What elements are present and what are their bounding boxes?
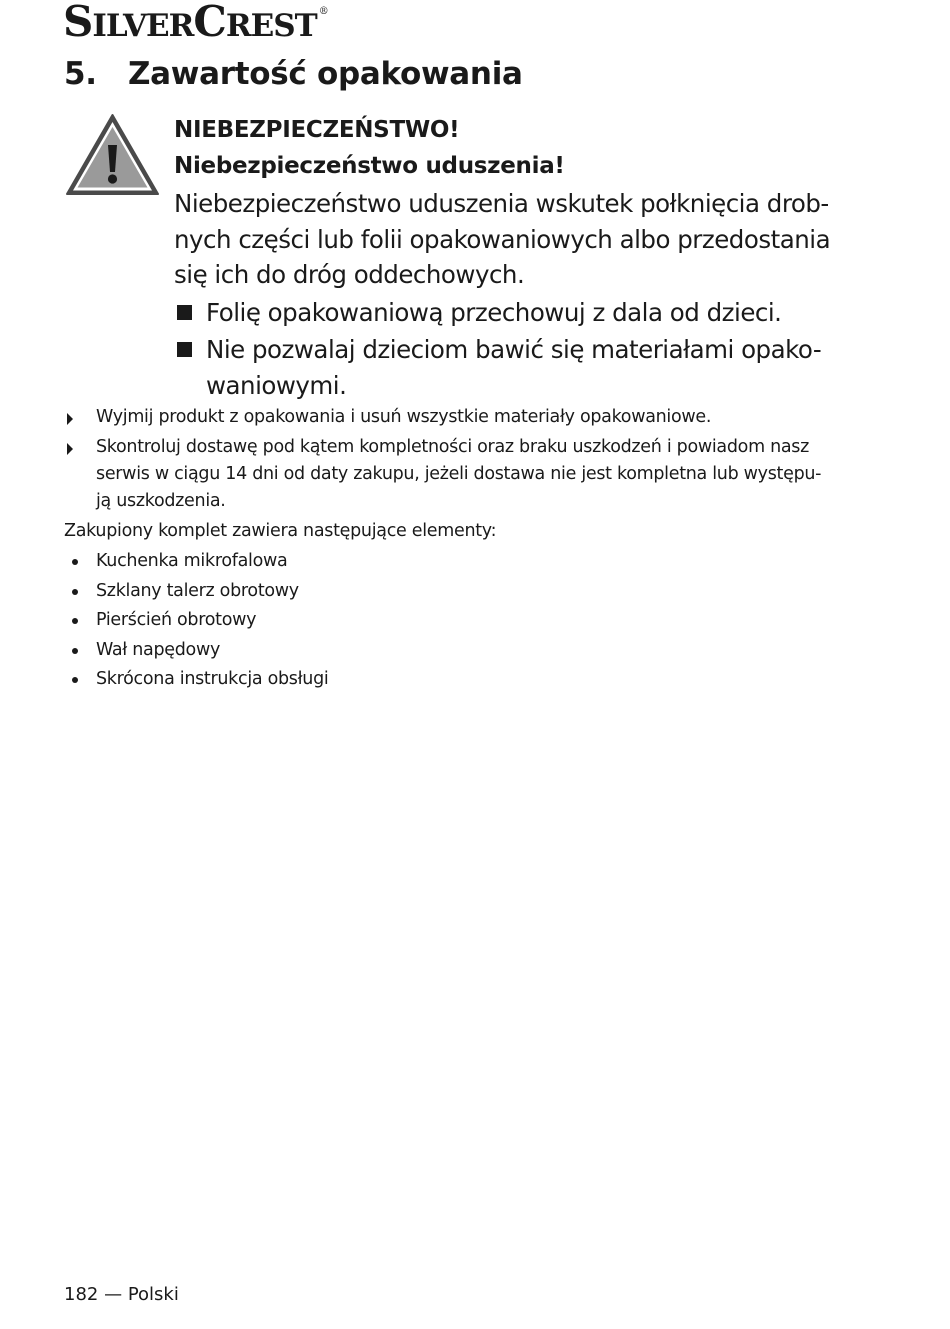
square-bullet-icon: [177, 305, 192, 320]
arrow-right-icon: [67, 413, 73, 425]
registered-mark: ®: [318, 6, 328, 17]
silvercrest-logo: [63, 0, 328, 44]
square-bullet-icon: [177, 342, 192, 357]
list-item-label: Wał napędowy: [96, 639, 221, 660]
warning-item-line: Nie pozwalaj dzieciom bawić się materiałami opako-: [206, 335, 822, 364]
arrow-right-icon: [67, 443, 73, 455]
warning-text: [174, 186, 854, 293]
instruction-item: [65, 404, 865, 431]
warning-subtitle: Niebezpieczeństwo uduszenia!: [174, 153, 565, 179]
warning-item-line: waniowymi.: [206, 370, 347, 400]
warning-text-line: Niebezpieczeństwo uduszenia wskutek połknięcia drob-: [174, 189, 829, 218]
logo-letter-c: C: [193, 0, 226, 46]
list-item: [65, 606, 328, 636]
contents-intro: Zakupiony komplet zawiera następujące elementy:: [64, 521, 497, 541]
bullet-dot-icon: [72, 589, 78, 595]
logo-letters-ilver: ILVER: [92, 8, 194, 44]
contents-list: [65, 547, 328, 695]
list-item: [65, 547, 328, 577]
warning-title: NIEBEZPIECZEŃSTWO!: [174, 117, 460, 143]
bullet-dot-icon: [72, 618, 78, 624]
warning-text-line: się ich do dróg oddechowych.: [174, 260, 525, 289]
bullet-dot-icon: [72, 559, 78, 565]
instruction-line: Skontroluj dostawę pod kątem kompletności oraz braku uszkodzeń i powiadom nasz: [96, 437, 810, 457]
list-item: [65, 665, 328, 695]
section-heading: [64, 54, 523, 94]
logo-letter-s: S: [63, 0, 93, 46]
instruction-list: [65, 404, 865, 518]
warning-list-item: [174, 295, 854, 331]
warning-item-line: Folię opakowaniową przechowuj z dala od dzieci.: [206, 297, 782, 327]
bullet-dot-icon: [72, 677, 78, 683]
warning-list-item: [174, 332, 854, 403]
list-item: [65, 636, 328, 666]
instruction-line: Wyjmij produkt z opakowania i usuń wszystkie materiały opakowaniowe.: [96, 407, 712, 427]
section-title: Zawartość opakowania: [128, 56, 523, 92]
warning-triangle-icon: [65, 113, 160, 196]
footer-separator: —: [104, 1284, 123, 1305]
bullet-dot-icon: [72, 648, 78, 654]
list-item-label: Kuchenka mikrofalowa: [96, 551, 288, 571]
warning-text-line: nych części lub folii opakowaniowych albo przedostania: [174, 224, 831, 254]
list-item-label: Szklany talerz obrotowy: [96, 580, 299, 601]
section-number: 5.: [64, 56, 97, 92]
list-item-label: Skrócona instrukcja obsługi: [96, 669, 329, 690]
list-item-label: Pierścień obrotowy: [96, 610, 257, 631]
instruction-item: [65, 434, 865, 515]
warning-block: [174, 112, 854, 403]
page-footer: [64, 1282, 179, 1308]
list-item: [65, 577, 328, 607]
instruction-line: serwis w ciągu 14 dni od daty zakupu, jeżeli dostawa nie jest kompletna lub występu-: [96, 464, 822, 484]
footer-language: Polski: [127, 1284, 179, 1305]
instruction-line: ją uszkodzenia.: [96, 491, 226, 511]
logo-letters-rest: REST: [225, 8, 317, 44]
page-number: 182: [64, 1284, 99, 1305]
